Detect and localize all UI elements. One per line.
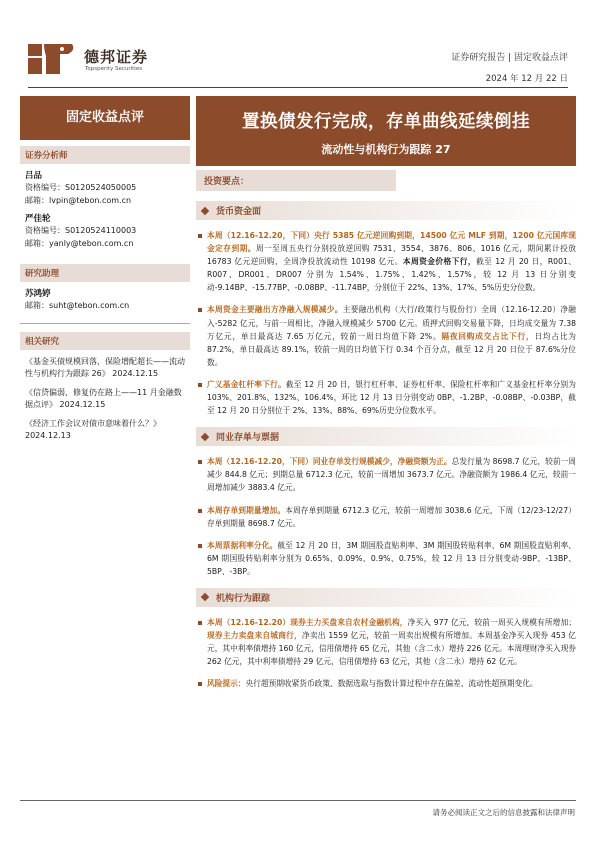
- analyst-heading: 证券分析师: [20, 146, 190, 164]
- square-bullet-icon: [198, 682, 202, 686]
- diamond-bullet-icon: [201, 593, 209, 601]
- section-header: [196, 201, 576, 220]
- section-title: 同业存单与票据: [216, 433, 280, 444]
- related-report-title: 《经济工作会议对债市意味着什么？》: [25, 418, 161, 428]
- report-subtitle: 流动性与机构行为跟踪 27: [321, 143, 451, 156]
- related-report-title: 《信贷偏弱，修复仍在路上——11 月金融数据点评》: [25, 387, 182, 409]
- highlight-text: 广义基金杠杆率下行。: [207, 379, 286, 389]
- square-bullet-icon: [198, 544, 202, 548]
- square-bullet-icon: [198, 621, 202, 625]
- footer-disclaimer: 请务必阅读正文之后的信息披露和法律声明: [432, 808, 575, 817]
- highlight-text: 现券主力卖盘来自城商行，: [207, 631, 302, 641]
- assistant-name: 苏鸿婷: [25, 289, 51, 299]
- diamond-bullet-icon: [201, 432, 209, 440]
- bullet-paragraph: [196, 303, 576, 368]
- square-bullet-icon: [198, 460, 202, 464]
- sidebar: [20, 146, 190, 443]
- body-text: 日均占比为 87.2%，单日最高达 89.1%，较前一周的日均值下行 0.34 个百分点，截至 12 月 20 日位于 87.6%分位数。: [207, 331, 576, 367]
- highlight-text: 隔夜回购成交占比下行，: [441, 331, 535, 341]
- risk-warning-label: 风险提示：: [207, 679, 246, 689]
- body-text: 主要融出机构（大行/政策行与股份行）全周（12.16-12.20）净融入-5282 亿元，与前一周相比，净融入规模减少 5700 亿元。质押式回购交易量下降，日均成交量为 7.38 万亿元，单日最高达 7.65 万亿元，较前一周日均值下降 2%。: [207, 305, 576, 341]
- header-divider: [28, 87, 568, 88]
- body-text: 截至 12 月 20 日，3M 期国股直贴利率、3M 期国股转贴利率、6M 期国股直贴利率、6M 期国股转贴利率分别为 0.65%、0.09%、0.9%、0.75%，较 12 月 13 日分别变动-9BP、-13BP、5BP、-3BP。: [207, 540, 576, 576]
- section-title: 机构行为跟踪: [216, 593, 271, 604]
- body-text: 截至 12 月 20 日，R001、R007、DR001、DR007 分别为 1.54%、1.75%、1.42%、1.57%，较 12 月 13 日分别变动-9.14BP、-15.77BP、-0.08BP、-11.74BP，分别位于 22%、13%、17%、5%历史分位数。: [207, 257, 576, 293]
- bullet-paragraph: [196, 539, 576, 578]
- related-report-item[interactable]: [20, 356, 190, 381]
- page-header: [28, 38, 568, 83]
- bullet-paragraph: [196, 455, 576, 494]
- highlight-text: 本周（12.16-12.20，下同）央行 5385 亿元逆回购到期，14500 亿元 MLF 到期，1200 亿元国库现金定存到期。: [207, 231, 576, 254]
- section-header: [196, 427, 576, 446]
- assistant-email[interactable]: 邮箱：suht@tebon.com.cn: [25, 301, 130, 310]
- body-text: 净卖出 1559 亿元，较前一周卖出规模有所增加。本周基金净买入现券 453 亿元，其中利率债增持 160 亿元，信用债增持 65 亿元，其他（含二永）增持 226 亿元。本周理财净买入现券 262 亿元，其中利率债增持 29 亿元，信用债增持 63 亿元，其他（含二永）增持 62 亿元。: [207, 631, 576, 667]
- analyst-cert: 资格编号：S0120524110003: [25, 226, 137, 235]
- category-banner: 固定收益点评: [20, 96, 190, 140]
- body-text: 总发行量为 8698.7 亿元，较前一周减少 844.8 亿元；到期总量 6712.3 亿元，较前一周增加 3673.7 亿元。净融资额为 1986.4 亿元，较前一周增加减少 3883.4 亿元。: [207, 457, 576, 493]
- brand-english-name: Topsperity Securities: [85, 66, 143, 72]
- highlight-text: 本周（12.16-12.20）现券主力买盘来自农村金融机构，: [207, 617, 408, 627]
- footer-divider: [20, 800, 576, 801]
- tebon-logo-icon: [28, 40, 78, 76]
- bullet-paragraph: [196, 378, 576, 417]
- analyst-name: 吕品: [25, 171, 43, 181]
- main-content: [196, 170, 576, 690]
- body-text: 净买入 977 亿元，较前一周买入规模有所增加；: [407, 617, 577, 627]
- square-bullet-icon: [198, 383, 202, 387]
- analyst-email[interactable]: 邮箱：yanly@tebon.com.cn: [25, 238, 134, 248]
- highlight-text: 本周资金主要融出方净融入规模减少。: [207, 305, 343, 315]
- brand-name: 德邦证券: [84, 48, 149, 66]
- analyst-name: 严佳轮: [25, 214, 51, 224]
- assistant-heading: 研究助理: [20, 264, 190, 282]
- square-bullet-icon: [198, 509, 202, 513]
- key-points-heading: 投资要点：: [196, 170, 396, 191]
- bullet-paragraph: [196, 616, 576, 668]
- highlight-text: 本周存单到期量增加。: [207, 505, 286, 515]
- related-report-date: 2024.12.15: [112, 369, 159, 378]
- square-bullet-icon: [198, 308, 202, 312]
- analyst-email[interactable]: 邮箱：lvpin@tebon.com.cn: [25, 195, 132, 205]
- bullet-paragraph: [196, 504, 576, 530]
- diamond-bullet-icon: [201, 206, 209, 214]
- sidebar-divider: [20, 323, 190, 324]
- related-report-item[interactable]: [20, 387, 190, 412]
- highlight-text: 本周票据利率分化。: [207, 540, 278, 550]
- related-report-item[interactable]: [20, 418, 190, 443]
- body-text: 央行超预期收紧货币政策、数据选取与指数计算过程中存在偏差、流动性超预期变化。: [245, 679, 538, 689]
- body-text: 截至 12 月 20 日，银行杠杆率、证券杠杆率、保险杠杆率和广义基金杠杆率分别为 103%、201.8%、132%、106.4%，环比 12 月 13 日分别变动 0BP、-1.2BP、-0.08BP、-0.03BP，截至 12 月 20 日分别位于 2%、13%、88%、69%历史分位数水平。: [207, 379, 576, 416]
- square-bullet-icon: [198, 234, 202, 238]
- report-date: 2024 年 12 月 22 日: [485, 74, 568, 84]
- bullet-paragraph: [196, 677, 576, 690]
- body-text: 周一至周五央行分别投放逆回购 7531、3554、3876、806、1016 亿元，期间累计投放 16783 亿元逆回购，全周净投放流动性 10198 亿元。: [207, 244, 576, 267]
- section-header: [196, 588, 576, 607]
- section-title: 货币资金面: [216, 207, 262, 217]
- related-report-date: 2024.12.13: [25, 431, 71, 440]
- related-report-date: 2024.12.15: [59, 400, 106, 409]
- highlight-text: 本周资金价格下行，: [402, 257, 477, 267]
- analyst-cert: 资格编号：S0120524050005: [25, 183, 137, 192]
- related-heading: 相关研究: [20, 332, 190, 350]
- related-report-title: 《基金买债规模回落，保险增配超长——流动性与机构行为跟踪 26》: [25, 356, 185, 378]
- body-text: 本周存单到期量 6712.3 亿元，较前一周增加 3038.6 亿元，下周（12/23-12/27）存单到期量 8698.7 亿元。: [207, 505, 576, 528]
- highlight-text: 本周（12.16-12.20，下同）同业存单发行规模减少，净融资额为正。: [207, 457, 452, 467]
- report-type: 证券研究报告 | 固定收益点评: [451, 53, 568, 63]
- report-title: 置换债发行完成，存单曲线延续倒挂: [242, 112, 530, 132]
- title-banner: [196, 96, 576, 166]
- bullet-paragraph: [196, 229, 576, 294]
